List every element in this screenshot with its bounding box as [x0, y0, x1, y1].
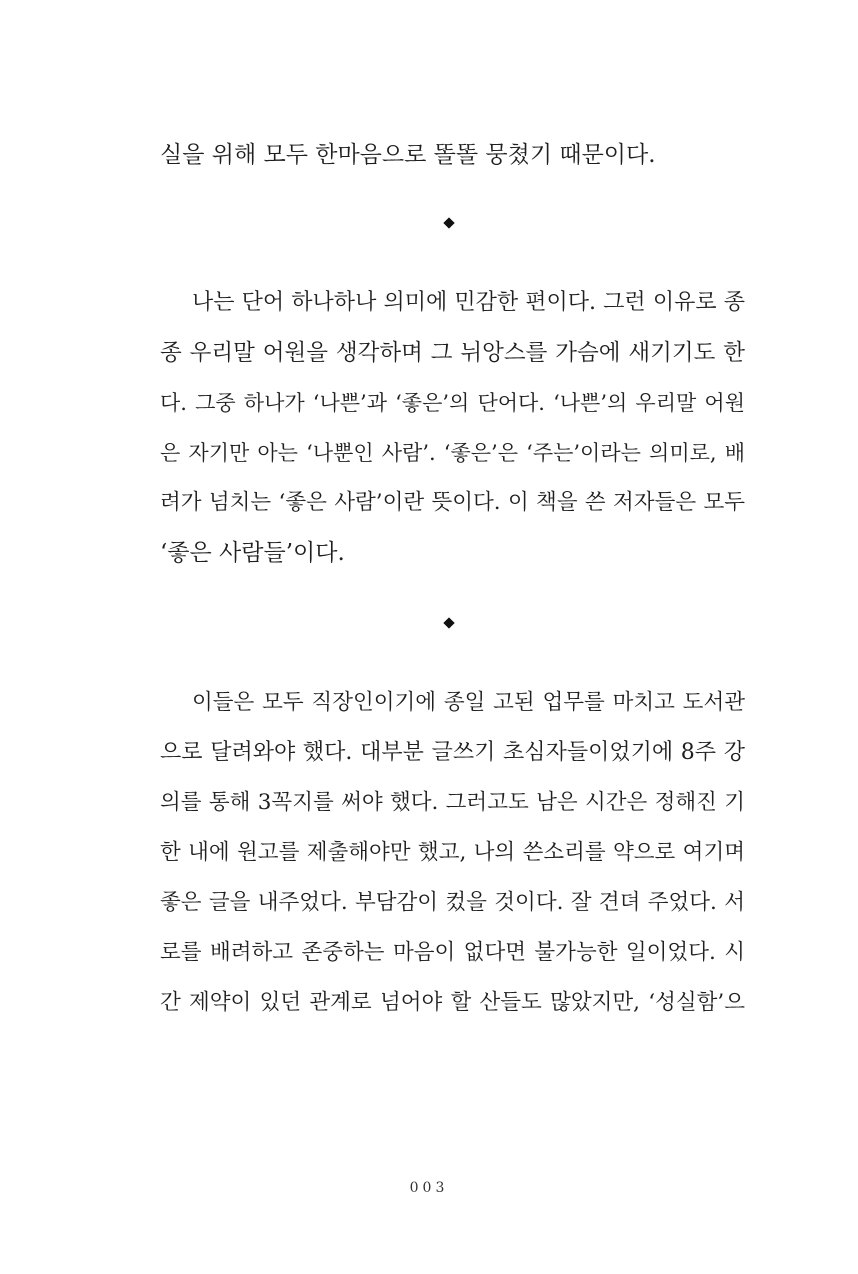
paragraph-line: 종 우리말 어원을 생각하며 그 뉘앙스를 가슴에 새기기도 한	[160, 340, 745, 366]
section-divider-diamond	[444, 618, 455, 629]
paragraph-line: 이들은 모두 직장인이기에 종일 고된 업무를 마치고 도서관	[192, 690, 745, 715]
paragraph-line: 좋은 글을 내주었다. 부담감이 컸을 것이다. 잘 견뎌 주었다. 서	[160, 890, 745, 915]
paragraph-line: 은 자기만 아는 ‘나뿐인 사람’. ‘좋은’은 ‘주는’이라는 의미로, 배	[160, 441, 745, 465]
paragraph-line: ‘좋은 사람들’이다.	[160, 540, 345, 566]
paragraph-line: 으로 달려와야 했다. 대부분 글쓰기 초심자들이었기에 8주 강	[160, 740, 745, 765]
paragraph-line: 로를 배려하고 존중하는 마음이 없다면 불가능한 일이었다. 시	[160, 940, 745, 965]
paragraph-line: 려가 넘치는 ‘좋은 사람’이란 뜻이다. 이 책을 쓴 저자들은 모두	[160, 490, 745, 515]
section-divider-diamond	[444, 218, 455, 229]
paragraph-line: 실을 위해 모두 한마음으로 똘똘 뭉쳤기 때문이다.	[160, 142, 656, 168]
paragraph-line: 간 제약이 있던 관계로 넘어야 할 산들도 많았지만, ‘성실함’으	[160, 990, 745, 1015]
paragraph-line: 나는 단어 하나하나 의미에 민감한 편이다. 그런 이유로 종	[192, 290, 745, 315]
paragraph-line: 한 내에 원고를 제출해야만 했고, 나의 쓴소리를 약으로 여기며	[160, 840, 745, 865]
paragraph-line: 다. 그중 하나가 ‘나쁜’과 ‘좋은’의 단어다. ‘나쁜’의 우리말 어원	[160, 391, 745, 415]
paragraph-line: 의를 통해 3꼭지를 써야 했다. 그러고도 남은 시간은 정해진 기	[160, 790, 745, 815]
page-number: 003	[409, 1180, 449, 1196]
